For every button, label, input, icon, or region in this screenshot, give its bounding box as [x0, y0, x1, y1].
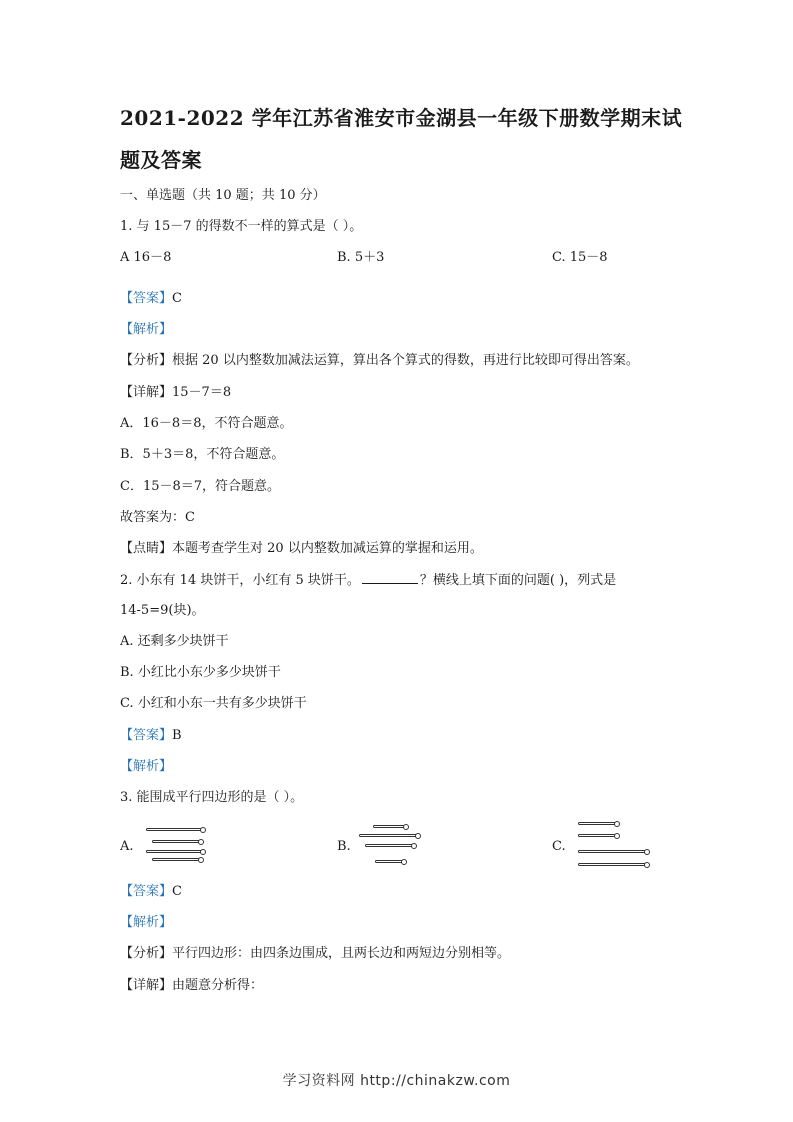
q2-stem-part2: ？横线上填下面的问题( )，列式是: [419, 573, 617, 588]
stick: [375, 860, 405, 863]
fenxi-tag: 【分析】: [120, 946, 173, 961]
q3-fenxi: [120, 945, 510, 963]
analysis-tag: 【解析】: [120, 915, 173, 930]
q1-stem: 1. 与 15－7 的得数不一样的算式是（ ）。: [120, 219, 363, 234]
analysis-tag: 【解析】: [120, 322, 173, 337]
page-footer: 学习资料网 http://chinakzw.com: [282, 1073, 511, 1089]
q2-option-b: B. 小红比小东少多少块饼干: [120, 665, 281, 680]
dianjing-text: 本题考查学生对 20 以内整数加减运算的掌握和运用。: [172, 541, 483, 556]
q1-analysis-heading: [120, 321, 172, 339]
fenxi-text: 平行四边形：由四条边围成，且两长边和两短边分别相等。: [172, 946, 511, 961]
q3-option-a-figure: [140, 824, 220, 864]
section-heading: 一、单选题（共 10 题；共 10 分）: [120, 188, 326, 203]
q2-stem-part1: 2. 小东有 14 块饼干，小红有 5 块饼干。: [120, 573, 360, 588]
q2-blank: [362, 571, 418, 584]
answer-tag: 【答案】: [120, 884, 173, 899]
stick: [578, 834, 618, 837]
stick: [152, 840, 202, 843]
stick: [578, 850, 648, 853]
stick: [146, 828, 204, 831]
q1-dianjing: [120, 540, 483, 558]
stick: [373, 825, 407, 828]
q1-answer: [120, 290, 182, 308]
answer-value: C: [172, 884, 182, 899]
document-title-line1: 2021-2022 学年江苏省淮安市金湖县一年级下册数学期末试: [120, 106, 683, 130]
document-title-line2: 题及答案: [120, 148, 202, 172]
q2-answer: [120, 727, 182, 745]
q1-option-b: B. 5＋3: [337, 250, 385, 265]
stick: [359, 834, 419, 837]
q2-option-c: C. 小红和小东一共有多少块饼干: [120, 696, 307, 711]
q1-explain-b: B．5＋3＝8，不符合题意。: [120, 447, 285, 462]
analysis-tag: 【解析】: [120, 759, 173, 774]
xiangjie-tag: 【详解】: [120, 385, 173, 400]
dianjing-tag: 【点睛】: [120, 541, 173, 556]
q3-option-a-label: A.: [120, 839, 134, 854]
fenxi-text: 根据 20 以内整数加减法运算，算出各个算式的得数，再进行比较即可得出答案。: [172, 353, 639, 368]
q3-option-c-figure: [574, 820, 664, 870]
q2-stem-cont: 14-5=9(块)。: [120, 603, 205, 618]
q1-explain-c: C．15－8＝7，符合题意。: [120, 479, 281, 494]
q2-option-a: A. 还剩多少块饼干: [120, 634, 229, 649]
answer-tag: 【答案】: [120, 728, 173, 743]
stick: [365, 844, 415, 847]
q1-conclusion: 故答案为：C: [120, 510, 195, 525]
q3-analysis-heading: [120, 914, 172, 932]
q1-option-a: A 16－8: [120, 250, 172, 265]
xiangjie-text: 15－7＝8: [172, 385, 232, 400]
q3-answer: [120, 883, 182, 901]
stick: [152, 858, 202, 861]
q2-analysis-heading: [120, 758, 172, 776]
q3-xiangjie: [120, 977, 263, 995]
stick: [146, 850, 204, 853]
q3-stem: 3. 能围成平行四边形的是（ ）。: [120, 790, 304, 805]
q3-option-b-figure: [355, 822, 435, 868]
fenxi-tag: 【分析】: [120, 353, 173, 368]
stick: [578, 822, 618, 825]
answer-tag: 【答案】: [120, 291, 173, 306]
q2-stem: [120, 571, 616, 590]
q1-xiangjie: [120, 384, 231, 402]
answer-value: C: [172, 291, 182, 306]
q1-fenxi: [120, 352, 639, 370]
q1-option-c: C. 15－8: [552, 250, 608, 265]
xiangjie-text: 由题意分析得：: [172, 978, 264, 993]
q1-explain-a: A．16－8＝8，不符合题意。: [120, 416, 293, 431]
answer-value: B: [172, 728, 182, 743]
q3-option-c-label: C.: [552, 839, 566, 854]
q3-option-b-label: B.: [337, 839, 351, 854]
stick: [578, 863, 648, 866]
xiangjie-tag: 【详解】: [120, 978, 173, 993]
